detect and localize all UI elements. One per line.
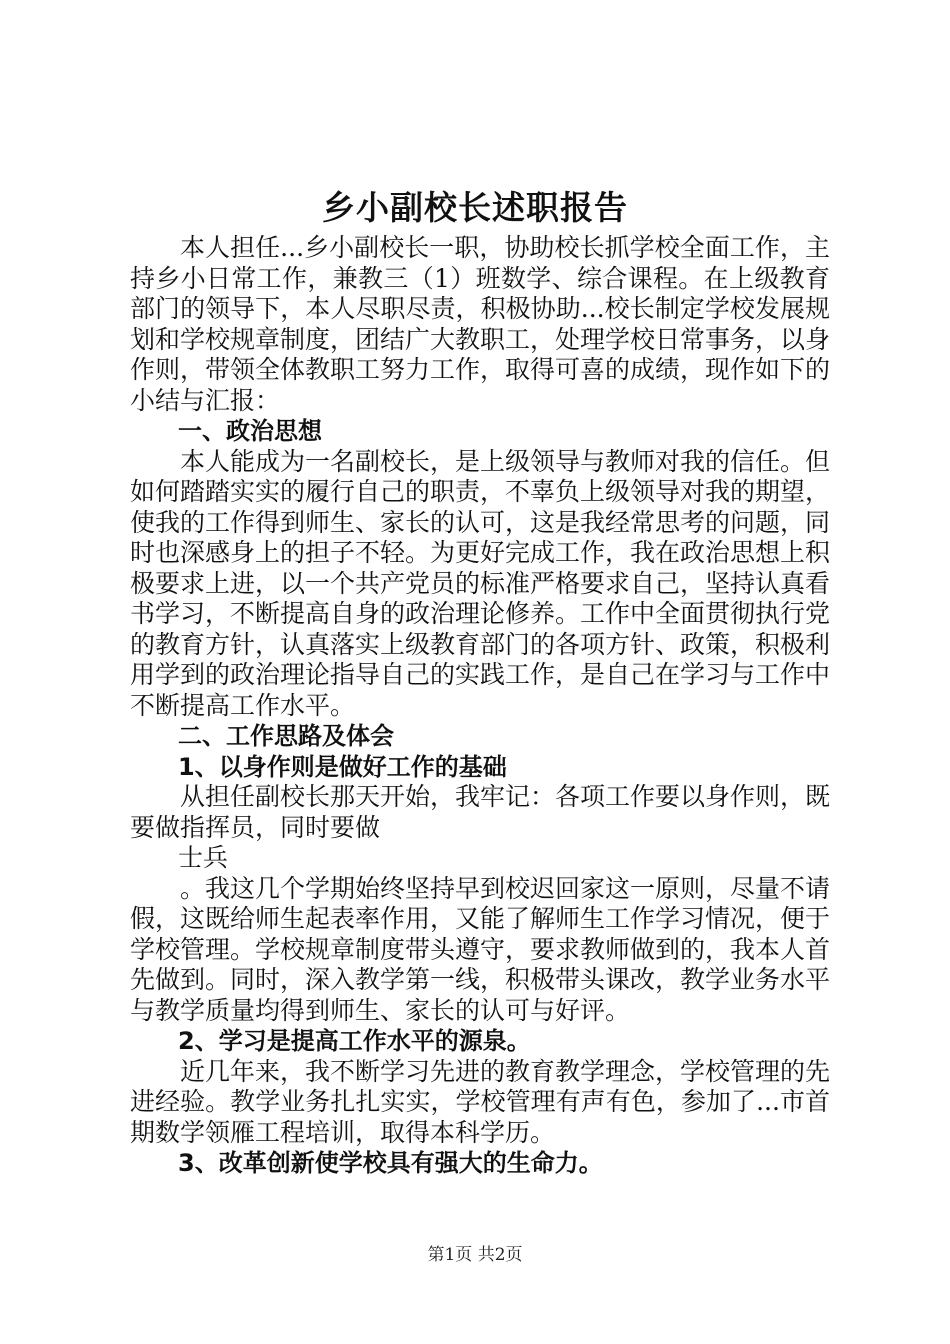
subsection-paragraph-lead-by-example-b: 。我这几个学期始终坚持早到校迟回家这一原则，尽量不请假，这既给师生起表率作用，又能了解师生工作学习情况，便于学校管理。学校规章制度带头遵守，要求教师做到的，我本人首先做到。同时，深入教学第一线，积极带头课改，教学业务水平与教学质量均得到师生、家长的认可与好评。 <box>130 873 831 1025</box>
document-title: 乡小副校长述职报告 <box>322 188 628 227</box>
section-heading-work-approach: 二、工作思路及体会 <box>178 722 394 750</box>
intro-paragraph: 本人担任...乡小副校长一职，协助校长抓学校全面工作，主持乡小日常工作，兼教三（1）班数学、综合课程。在上级教育部门的领导下，本人尽职尽责，积极协助...校长制定学校发展规划和学校规章制度，团结广大教职工，处理学校日常事务，以身作则，带领全体教职工努力工作，取得可喜的成绩，现作如下的小结与汇报： <box>130 233 831 415</box>
subsection-heading-lead-by-example: 1、以身作则是做好工作的基础 <box>178 752 507 781</box>
subsection-paragraph-lead-by-example-a: 从担任副校长那天开始，我牢记：各项工作要以身作则，既要做指挥员，同时要做 <box>130 782 831 842</box>
document-body <box>130 233 830 1179</box>
subsection-line-soldier: 士兵 <box>178 843 229 872</box>
subsection-heading-learning: 2、学习是提高工作水平的源泉。 <box>178 1027 531 1055</box>
page-number-footer: 第1页 共2页 <box>427 1245 523 1265</box>
section-paragraph-politics: 本人能成为一名副校长，是上级领导与教师对我的信任。但如何踏踏实实的履行自己的职责，不辜负上级领导对我的期望，使我的工作得到师生、家长的认可，这是我经常思考的问题，同时也深感身上的担子不轻。为更好完成工作，我在政治思想上积极要求上进，以一个共产党员的标准严格要求自己，坚持认真看书学习，不断提高自身的政治理论修养。工作中全面贯彻执行党的教育方针，认真落实上级教育部门的各项方针、政策，积极利用学到的政治理论指导自己的实践工作，是自己在学习与工作中不断提高工作水平。 <box>130 446 831 720</box>
subsection-paragraph-learning: 近几年来，我不断学习先进的教育教学理念，学校管理的先进经验。教学业务扎扎实实，学校管理有声有色，参加了...市首期数学领雁工程培训，取得本科学历。 <box>130 1056 831 1147</box>
subsection-heading-innovation: 3、改革创新使学校具有强大的生命力。 <box>178 1149 603 1177</box>
section-heading-politics: 一、政治思想 <box>178 417 322 445</box>
